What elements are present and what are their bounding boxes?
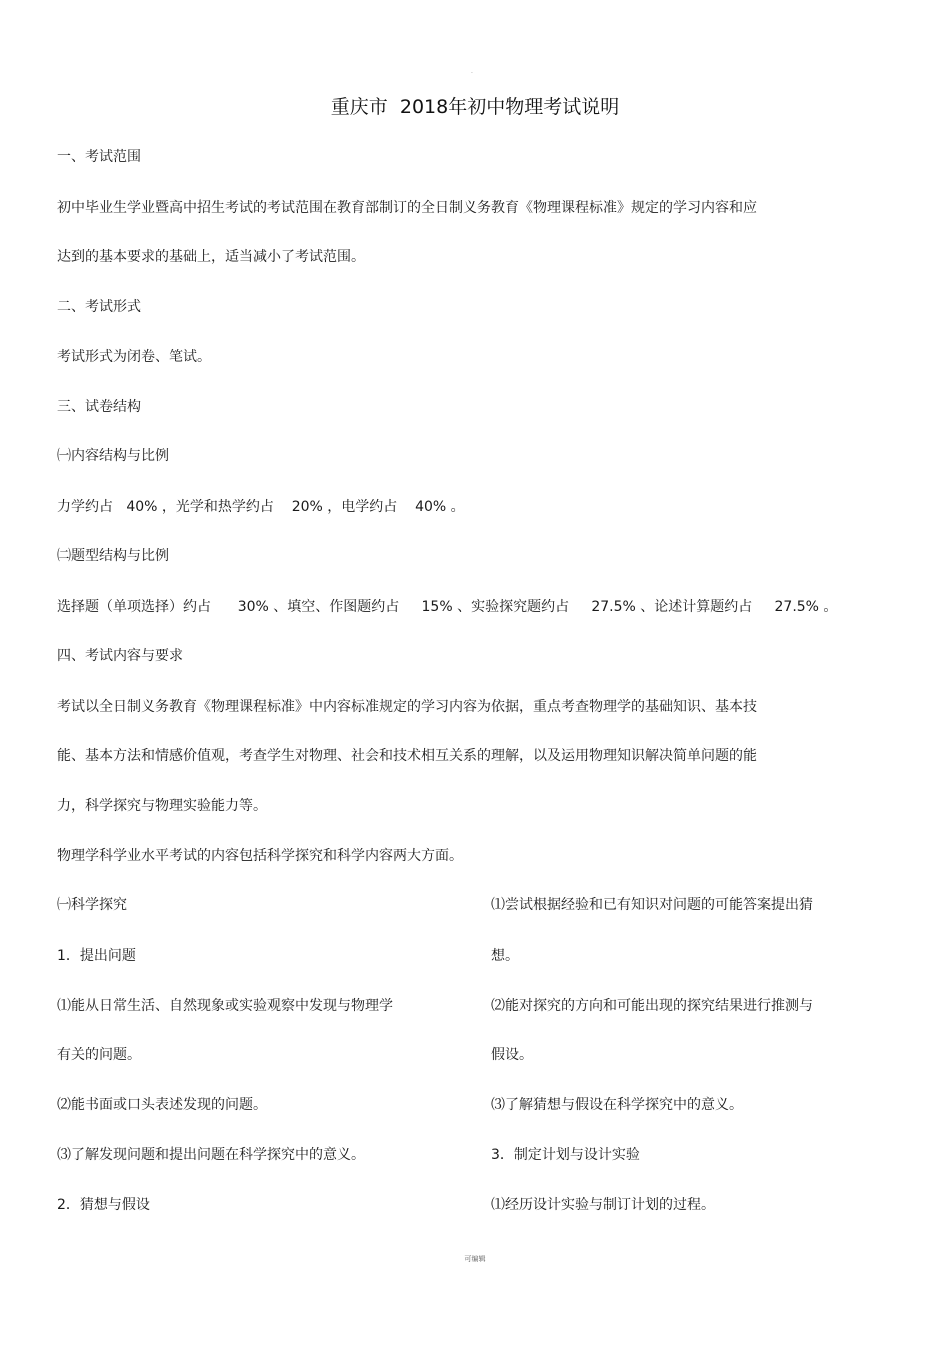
section-1-paragraph-line-2: 达到的基本要求的基础上，适当减小了考试范围。 [57,249,365,265]
section-3-subheading-1: ㈠内容结构与比例 [57,448,169,464]
section-3-heading: 三、试卷结构 [57,399,141,415]
right-column-line: ⑶了解猜想与假设在科学探究中的意义。 [491,1097,743,1113]
right-column-line: 3．制定计划与设计实验 [491,1147,640,1163]
section-3-content-ratio: 力学约占 40% ，光学和热学约占 20% ，电学约占 40% 。 [57,499,465,515]
left-column-line: ⑵能书面或口头表述发现的问题。 [57,1097,267,1113]
right-column-line: ⑴尝试根据经验和已有知识对问题的可能答案提出猜 [491,897,813,913]
section-1-heading: 一、考试范围 [57,149,141,165]
footer-note: 可编辑 [464,1255,486,1263]
top-dot: · [471,70,473,77]
section-3-subheading-2: ㈡题型结构与比例 [57,548,169,564]
right-column-line: 假设。 [491,1047,533,1063]
section-4-paragraph-2: 物理学科学业水平考试的内容包括科学探究和科学内容两大方面。 [57,848,463,864]
right-column-line: ⑴经历设计实验与制订计划的过程。 [491,1197,715,1213]
page-title: 重庆市 2018年初中物理考试说明 [330,96,620,118]
left-column-line: 1．提出问题 [57,948,136,964]
right-column-line: ⑵能对探究的方向和可能出现的探究结果进行推测与 [491,998,813,1014]
left-column-line: 有关的问题。 [57,1047,141,1063]
section-1-paragraph-line-1: 初中毕业生学业暨高中招生考试的考试范围在教育部制订的全日制义务教育《物理课程标准》规定的学习内容和应 [57,200,757,216]
section-2-paragraph: 考试形式为闭卷、笔试。 [57,349,211,365]
left-column-line: ㈠科学探究 [57,897,127,913]
right-column-line: 想。 [491,948,519,964]
left-column-line: ⑴能从日常生活、自然现象或实验观察中发现与物理学 [57,998,393,1014]
section-4-heading: 四、考试内容与要求 [57,648,183,664]
section-4-paragraph-line-3: 力，科学探究与物理实验能力等。 [57,798,267,814]
left-column-line: ⑶了解发现问题和提出问题在科学探究中的意义。 [57,1147,365,1163]
section-4-paragraph-line-1: 考试以全日制义务教育《物理课程标准》中内容标准规定的学习内容为依据，重点考查物理学的基础知识、基本技 [57,699,757,715]
section-2-heading: 二、考试形式 [57,299,141,315]
section-3-question-ratio: 选择题（单项选择）约占 30% 、填空、作图题约占 15% 、实验探究题约占 27.5% 、论述计算题约占 27.5% 。 [57,599,838,615]
left-column-line: 2．猜想与假设 [57,1197,150,1213]
section-4-paragraph-line-2: 能、基本方法和情感价值观，考查学生对物理、社会和技术相互关系的理解，以及运用物理知识解决简单问题的能 [57,748,757,764]
